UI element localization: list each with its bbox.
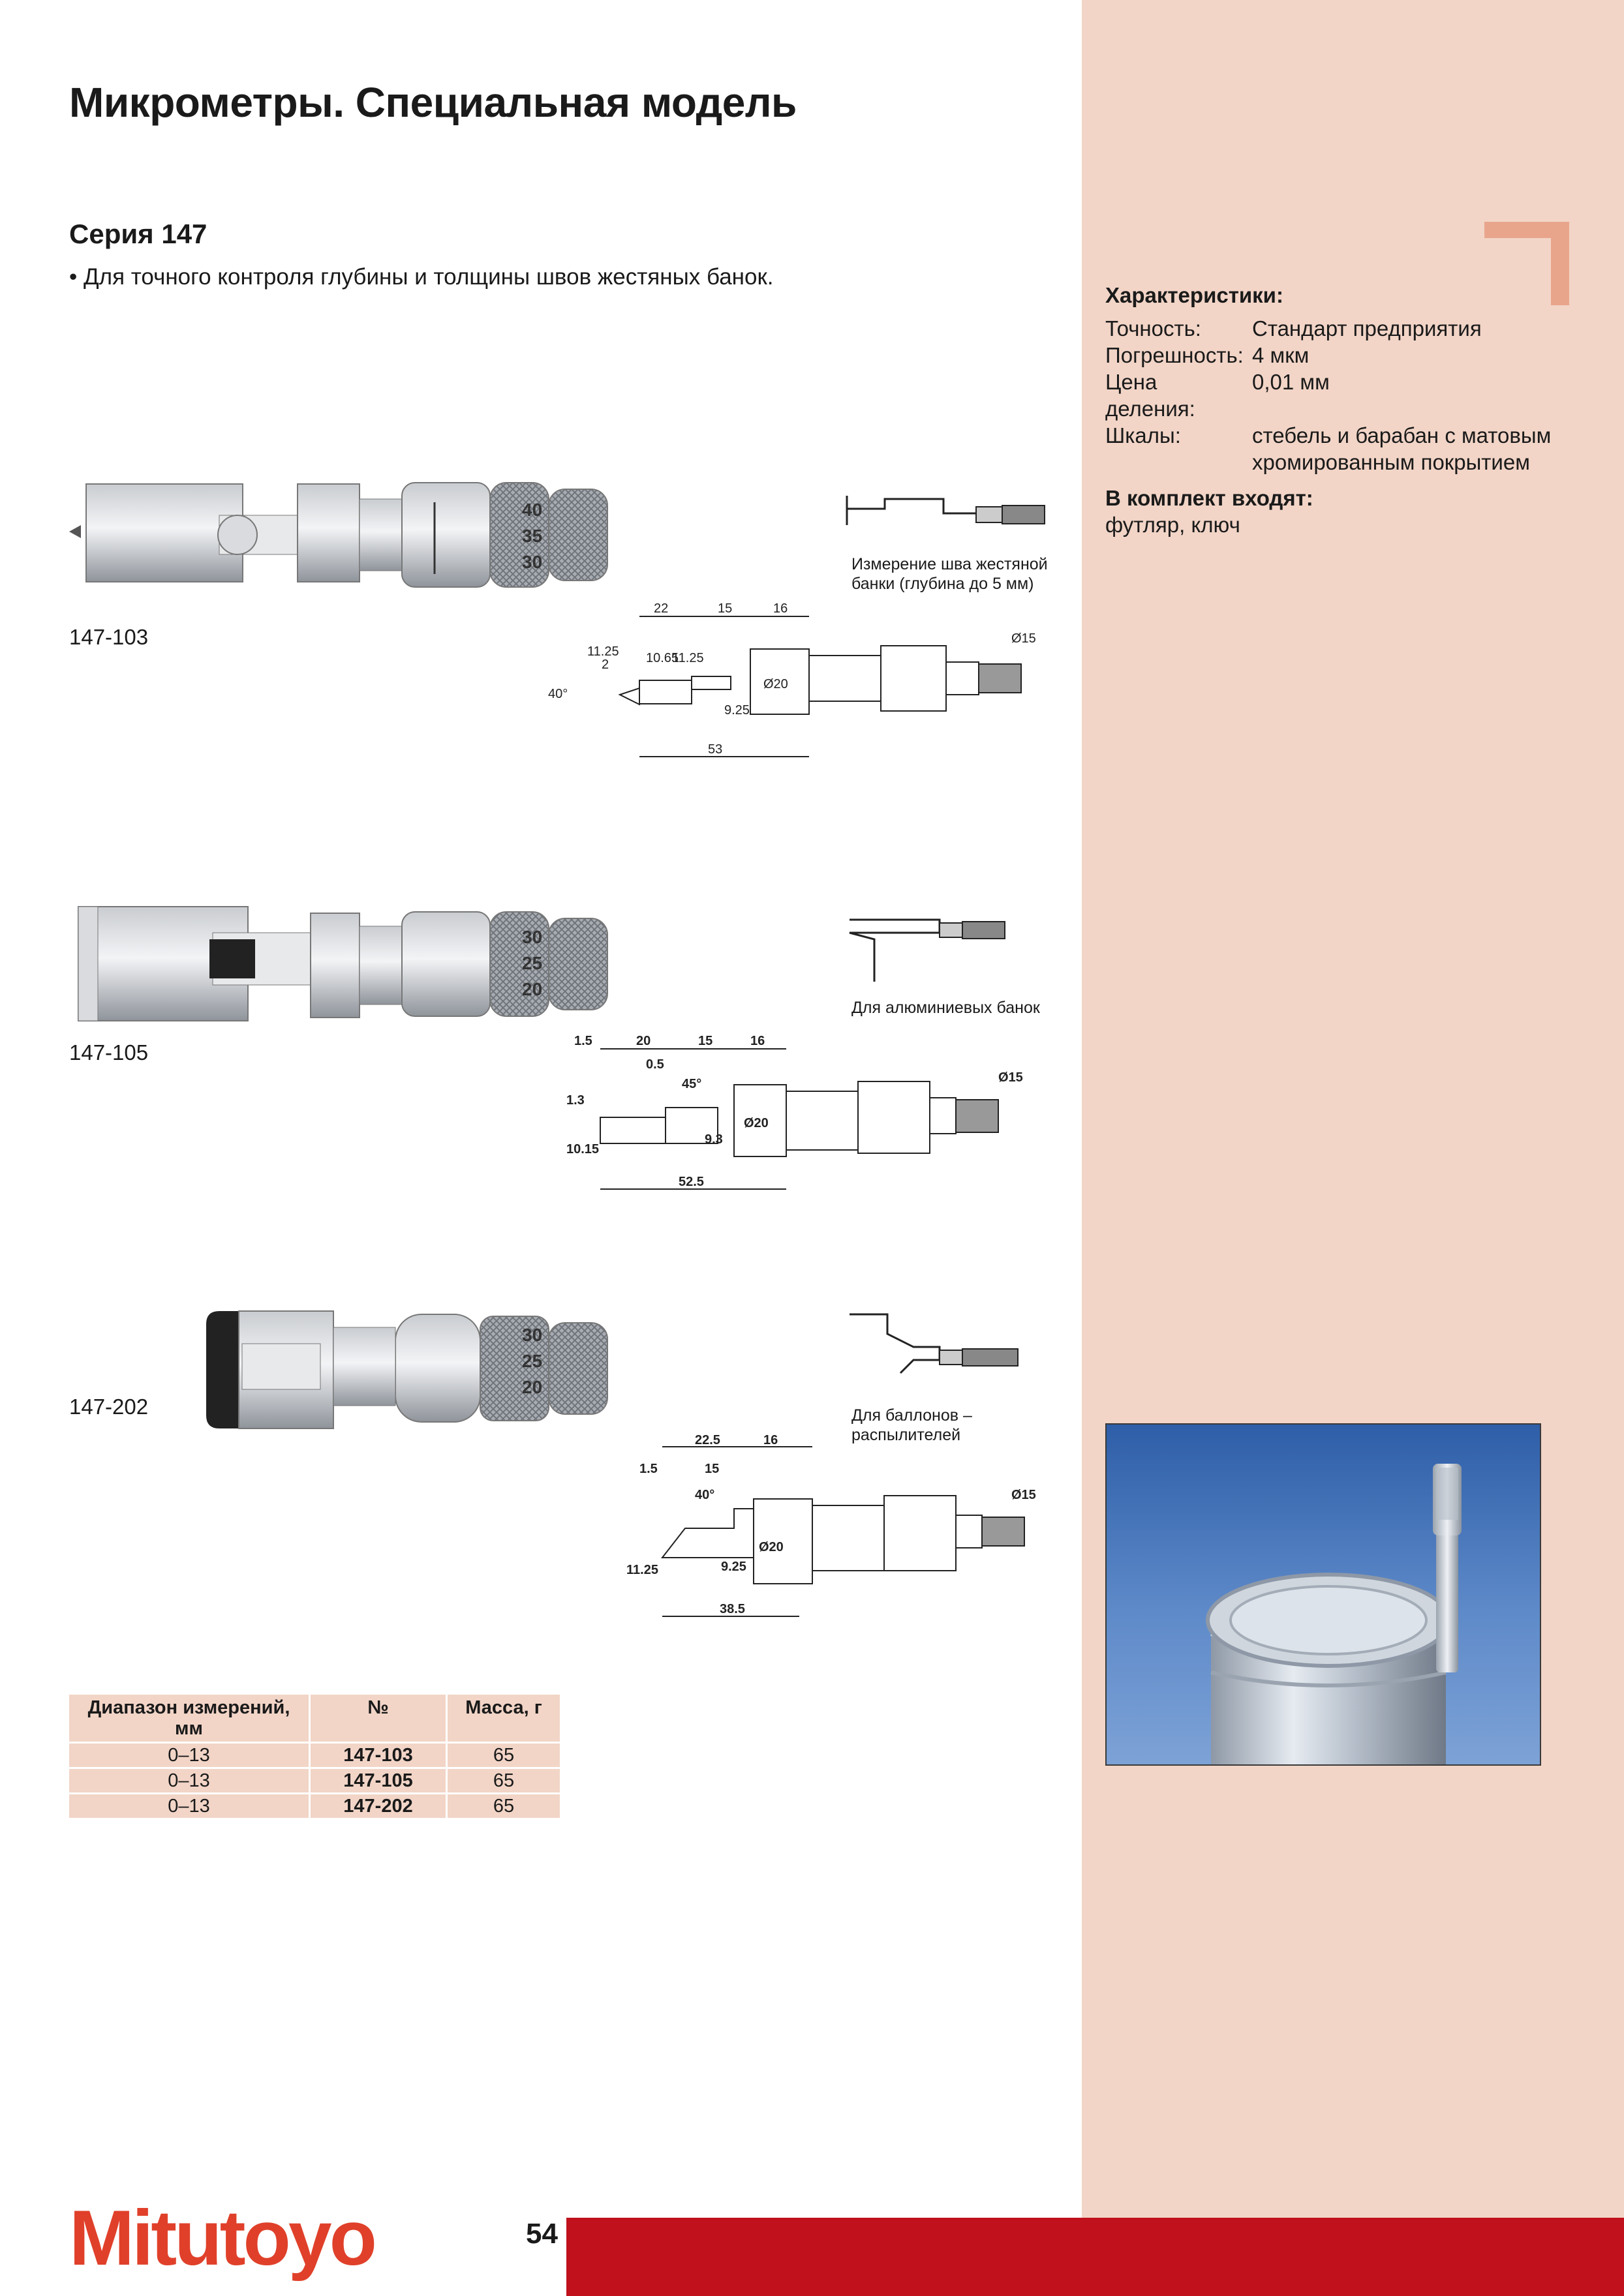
scale-mark: 25 xyxy=(522,1351,543,1371)
feature-bullet: • Для точного контроля глубины и толщины швов жестяных банок. xyxy=(69,264,774,290)
dim-label: 9.25 xyxy=(721,1560,746,1574)
usage-sketch xyxy=(848,907,1031,985)
spec-key: Погрешность: xyxy=(1105,343,1244,367)
dim-label: Ø15 xyxy=(1011,1488,1036,1502)
dim-label: 1.3 xyxy=(566,1093,585,1108)
model-label: 147-103 xyxy=(69,625,149,649)
dim-label: Ø20 xyxy=(744,1116,769,1130)
dim-label: 9.25 xyxy=(724,703,750,718)
product-photo-147-103 xyxy=(69,476,813,597)
model-label: 147-105 xyxy=(69,1040,149,1065)
page-title: Микрометры. Специальная модель xyxy=(69,79,797,126)
dim-label: 1.5 xyxy=(574,1034,592,1048)
spec-row xyxy=(1105,342,1575,369)
spec-key: Шкалы: xyxy=(1105,423,1181,447)
micrometer-photo xyxy=(69,900,813,1031)
table-cell: 147-103 xyxy=(310,1743,447,1768)
caption-line: распылителей xyxy=(851,1426,961,1444)
usage-caption xyxy=(851,998,1040,1018)
series-title: Серия 147 xyxy=(69,219,207,249)
scale-marks xyxy=(515,926,594,1004)
dimension-drawing xyxy=(561,1029,1057,1196)
caption-line: Для алюминиевых банок xyxy=(851,999,1040,1017)
scale-mark: 35 xyxy=(522,526,543,546)
spec-table xyxy=(69,1695,562,1818)
usage-sketch xyxy=(846,479,1054,545)
caption-line: Для баллонов – xyxy=(851,1406,972,1425)
dim-label: 2 xyxy=(602,657,609,672)
page-number: 54 xyxy=(526,2218,558,2250)
dim-label: 15 xyxy=(698,1034,713,1048)
product-photo-147-105 xyxy=(69,900,813,1034)
dim-label: 15 xyxy=(718,603,733,616)
spec-value: стебель и барабан с матовым хромированным покрытием xyxy=(1252,423,1552,474)
table-cell: 65 xyxy=(447,1794,561,1819)
spec-value: Стандарт предприятия xyxy=(1252,316,1482,340)
table-row xyxy=(69,1794,561,1819)
dim-label: 15 xyxy=(705,1462,720,1476)
caption-line: банки (глубина до 5 мм) xyxy=(851,575,1034,593)
table-cell: 0–13 xyxy=(69,1768,310,1794)
dim-label: 11.25 xyxy=(626,1563,658,1577)
kit-heading: В комплект входят: xyxy=(1105,486,1313,510)
dim-label: 10.65 xyxy=(646,651,679,665)
caption-line: Измерение шва жестяной xyxy=(851,555,1048,573)
spec-value: 0,01 мм xyxy=(1252,370,1330,394)
dim-label: 10.15 xyxy=(566,1142,600,1156)
dim-label: 11.25 xyxy=(672,651,704,665)
specs-block xyxy=(1105,282,1575,538)
dim-label: 40° xyxy=(548,687,568,701)
scale-mark: 25 xyxy=(522,953,543,973)
micrometer-photo xyxy=(69,476,813,594)
spec-value: 4 мкм xyxy=(1252,343,1310,367)
scale-mark: 20 xyxy=(522,1377,543,1397)
spec-row xyxy=(1105,422,1575,476)
specs-heading: Характеристики: xyxy=(1105,283,1283,307)
dim-label: 53 xyxy=(708,742,723,757)
scale-mark: 30 xyxy=(522,552,543,572)
dimension-drawing xyxy=(623,1434,1067,1623)
scale-marks xyxy=(515,499,594,577)
usage-sketch xyxy=(848,1308,1057,1386)
spec-key: Точность: xyxy=(1105,316,1201,340)
dim-label: 22 xyxy=(654,603,669,616)
dim-label: Ø15 xyxy=(998,1070,1023,1085)
table-row xyxy=(69,1768,561,1794)
footer-bar xyxy=(566,2218,1624,2296)
scale-mark: 20 xyxy=(522,979,543,999)
dim-label: 16 xyxy=(763,1434,778,1447)
table-row xyxy=(69,1743,561,1768)
dim-label: 16 xyxy=(773,603,788,616)
dim-label: Ø15 xyxy=(1011,631,1036,646)
spec-row xyxy=(1105,369,1575,422)
dim-label: Ø20 xyxy=(763,677,788,691)
brand-logo: Mitutoyo xyxy=(69,2194,375,2282)
dim-label: 20 xyxy=(636,1034,651,1048)
dim-label: 1.5 xyxy=(639,1462,658,1476)
kit-items: футляр, ключ xyxy=(1105,513,1240,537)
micrometer-photo xyxy=(69,1305,813,1435)
dim-label: 11.25 xyxy=(587,644,619,659)
can-measurement-photo xyxy=(1105,1423,1541,1766)
dim-label: 16 xyxy=(750,1034,765,1048)
scale-marks xyxy=(515,1324,594,1402)
dim-label: 9.3 xyxy=(705,1132,723,1147)
table-header: № xyxy=(310,1695,447,1743)
spec-key: Цена деления: xyxy=(1105,370,1195,421)
can-photo-illustration xyxy=(1107,1425,1540,1764)
table-cell: 65 xyxy=(447,1743,561,1768)
dim-label: 52.5 xyxy=(679,1175,704,1189)
table-cell: 0–13 xyxy=(69,1743,310,1768)
dim-label: 22.5 xyxy=(695,1434,720,1447)
dim-label: 45° xyxy=(682,1077,702,1091)
dim-label: 40° xyxy=(695,1488,715,1502)
dim-label: 38.5 xyxy=(720,1602,745,1616)
scale-mark: 30 xyxy=(522,1325,543,1345)
table-header: Диапазон измерений, мм xyxy=(69,1695,310,1743)
table-header: Масса, г xyxy=(447,1695,561,1743)
scale-mark: 30 xyxy=(522,927,543,947)
model-label: 147-202 xyxy=(69,1395,149,1419)
table-cell: 147-202 xyxy=(310,1794,447,1819)
product-photo-147-202 xyxy=(69,1305,813,1438)
table-header-row xyxy=(69,1695,561,1743)
scale-mark: 40 xyxy=(522,500,543,520)
dim-label: Ø20 xyxy=(759,1540,784,1554)
usage-caption xyxy=(851,554,1048,594)
spec-row xyxy=(1105,315,1575,342)
table-cell: 65 xyxy=(447,1768,561,1794)
table-cell: 0–13 xyxy=(69,1794,310,1819)
dimension-drawing xyxy=(542,603,1064,763)
dim-label: 0.5 xyxy=(646,1057,664,1072)
table-cell: 147-105 xyxy=(310,1768,447,1794)
